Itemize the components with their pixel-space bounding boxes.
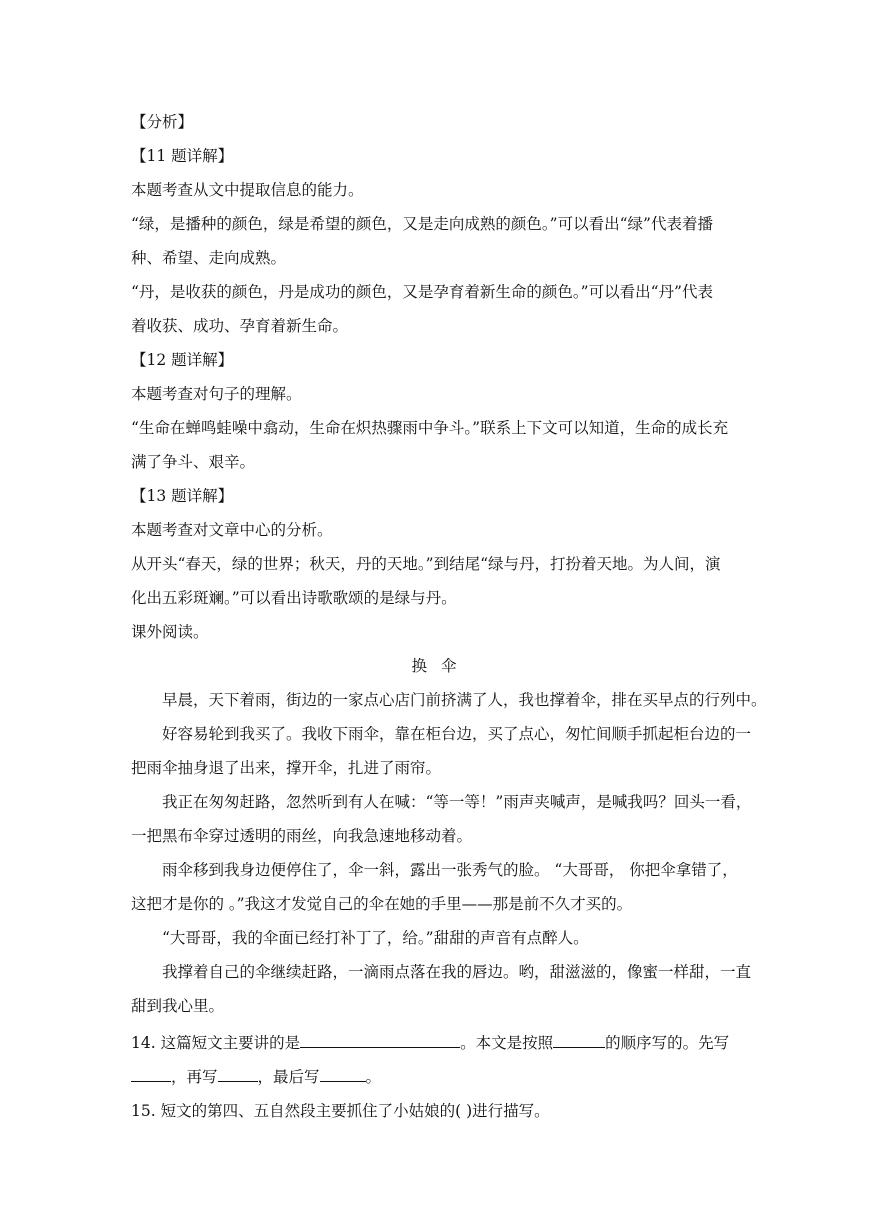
q11-para1-line1: “绿，是播种的颜色，绿是希望的颜色，又是走向成熟的颜色。”可以看出“绿”代表着播 xyxy=(131,215,713,233)
analysis-header: 【分析】 xyxy=(131,113,194,131)
q12-para1-line1: “生命在蝉鸣蛙噪中翕动，生命在炽热骤雨中争斗。”联系上下文可以知道，生命的成长充 xyxy=(131,419,729,437)
q11-para2-line1: “丹，是收获的颜色，丹是成功的颜色，又是孕育着新生命的颜色。”可以看出“丹”代表 xyxy=(131,283,713,301)
story-para6-line2: 甜到我心里。 xyxy=(131,997,225,1015)
question-14-text-part6: 。 xyxy=(365,1068,382,1086)
q11-para1-line2: 种、希望、走向成熟。 xyxy=(131,249,287,267)
story-para3-line2: 一把黑布伞穿过透明的雨丝，向我急速地移动着。 xyxy=(131,827,473,845)
q13-para1-line2: 化出五彩斑斓。”可以看出诗歌歌颂的是绿与丹。 xyxy=(131,589,457,607)
question-14-text-part4: ，再写 xyxy=(171,1068,218,1086)
question-14-line1 xyxy=(131,1031,751,1054)
q11-heading: 【11 题详解】 xyxy=(131,147,234,165)
q12-intro: 本题考查对句子的理解。 xyxy=(131,385,302,403)
answer-blank-order[interactable] xyxy=(553,1031,605,1048)
question-14-text-part3: 的顺序写的。先写 xyxy=(605,1034,730,1052)
story-para2-line1: 好容易轮到我买了。我收下雨伞，靠在柜台边，买了点心，匆忙间顺手抓起柜台边的一 xyxy=(162,725,752,743)
q12-heading: 【12 题详解】 xyxy=(131,351,234,369)
story-para2-line2: 把雨伞抽身退了出来，撑开伞，扎进了雨帘。 xyxy=(131,759,442,777)
answer-blank-last[interactable] xyxy=(320,1065,366,1082)
q12-para1-line2: 满了争斗、艰辛。 xyxy=(131,453,256,471)
answer-blank-first[interactable] xyxy=(131,1065,171,1082)
question-15-text: 短文的第四、五自然段主要抓住了小姑娘的( )进行描写。 xyxy=(160,1102,550,1120)
question-14-text-part5: ，最后写 xyxy=(257,1068,320,1086)
story-para3-line1: 我正在匆匆赶路，忽然听到有人在喊：“等一等！”雨声夹喊声，是喊我吗？回头一看， xyxy=(162,793,752,811)
reading-label: 课外阅读。 xyxy=(131,623,209,641)
story-para6-line1: 我撑着自己的伞继续赶路，一滴雨点落在我的唇边。哟，甜滋滋的，像蜜一样甜，一直 xyxy=(162,963,752,981)
question-14-text-part1: 这篇短文主要讲的是 xyxy=(160,1034,301,1052)
story-para4-line1: 雨伞移到我身边便停住了，伞一斜，露出一张秀气的脸。 “大哥哥， 你把伞拿错了， xyxy=(162,861,738,879)
question-14-line2 xyxy=(131,1065,751,1088)
q13-intro: 本题考查对文章中心的分析。 xyxy=(131,521,333,539)
story-para1: 早晨，天下着雨，街边的一家点心店门前挤满了人，我也撑着伞，排在买早点的行列中。 xyxy=(162,691,767,709)
story-title: 换伞 xyxy=(411,657,471,675)
q13-heading: 【13 题详解】 xyxy=(131,487,234,505)
q13-para1-line1: 从开头“春天，绿的世界；秋天，丹的天地。”到结尾“绿与丹，打扮着天地。为人间，演 xyxy=(131,555,721,573)
answer-blank-then[interactable] xyxy=(218,1065,258,1082)
story-para5: “大哥哥，我的伞面已经打补丁了，给。”甜甜的声音有点醉人。 xyxy=(162,929,589,947)
question-15 xyxy=(131,1100,751,1122)
question-14-number: 14. xyxy=(131,1034,156,1052)
answer-blank-main-content[interactable] xyxy=(300,1031,460,1048)
question-14-text-part2: 。本文是按照 xyxy=(460,1034,554,1052)
q11-intro: 本题考查从文中提取信息的能力。 xyxy=(131,181,364,199)
question-15-number: 15. xyxy=(131,1102,156,1120)
story-para4-line2: 这把才是你的 。”我这才发觉自己的伞在她的手里——那是前不久才买的。 xyxy=(131,895,633,913)
q11-para2-line2: 着收获、成功、孕育着新生命。 xyxy=(131,317,349,335)
